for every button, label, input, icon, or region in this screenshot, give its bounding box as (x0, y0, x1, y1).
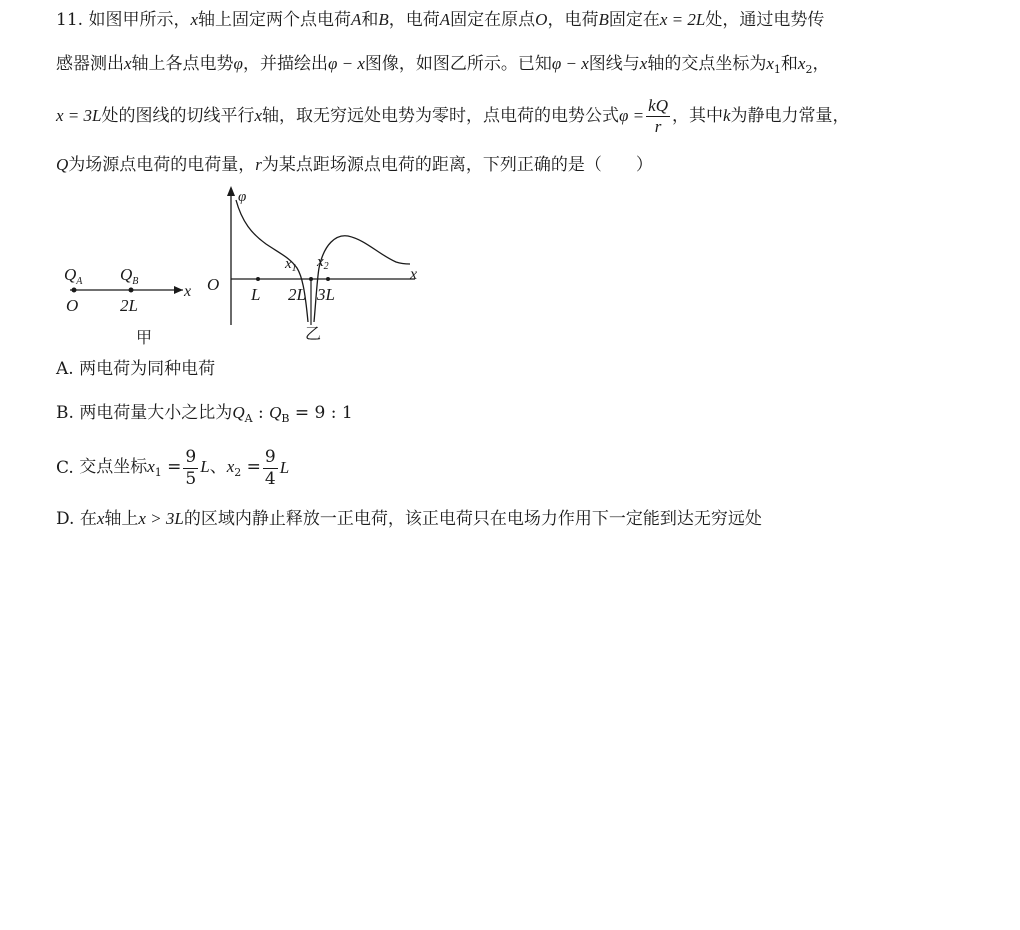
option-a-letter: A. (56, 359, 74, 379)
option-a (56, 361, 215, 378)
caption-jia: 甲 (136, 328, 153, 347)
fraction-9-4: $\frac{9}{4}$ (264, 447, 276, 489)
figure-b (207, 186, 417, 343)
label-x-a: x (184, 283, 192, 300)
label-3l: 3L (317, 285, 335, 304)
label-o-a: O (66, 296, 79, 315)
label-2l-b: 2L (288, 285, 306, 304)
tick-3l (326, 277, 330, 281)
option-c-letter: C. (56, 457, 74, 478)
question-line-4: Q为场源点电荷的电荷量，r为某点距场源点电荷的距离，下列正确的是（ ） (56, 155, 653, 175)
label-x2: $x_2$ (317, 254, 329, 272)
option-b: B. 两电荷量大小之比为$Q_A$ : $Q_B = 9$ : 1 (56, 403, 353, 425)
figure-a-arrow (174, 286, 183, 294)
option-b-letter: B. (56, 403, 74, 423)
question-line-2: 感器测出x轴上各点电势φ，并描绘出φ − x图像，如图乙所示。已知φ − x图线与x轴的交点坐标为$x_1$和$x_2$， (56, 54, 830, 76)
fraction-9-5: $\frac{9}{5}$ (185, 447, 197, 489)
option-b-text: 两电荷量大小之比为 (79, 403, 233, 423)
option-d: D. 在x轴上x > 3L的区域内静止释放一正电荷，该正电荷只在电场力作用下一定能到达无穷远处 (56, 509, 762, 529)
tick-2l (309, 277, 313, 281)
label-qa: $Q_A$ (64, 265, 83, 287)
question-number: 11. (56, 10, 84, 30)
label-o-b: O (207, 275, 220, 294)
charge-a-dot (72, 288, 77, 293)
label-x-b: x (410, 266, 418, 283)
caption-yi: 乙 (305, 324, 322, 343)
label-phi: φ (238, 189, 247, 205)
label-x1: $x_1$ (285, 256, 297, 274)
phi-axis-arrow (227, 186, 235, 196)
label-2l-a: 2L (120, 296, 138, 315)
figure-a (64, 265, 191, 347)
label-l: L (251, 285, 261, 304)
question-line-1: 11. 如图甲所示，x轴上固定两个点电荷A和B，电荷A固定在原点O，电荷B固定在x = 2L处，通过电势传 (56, 10, 825, 30)
charge-b-dot (129, 288, 134, 293)
question-line-3: x = 3L处的图线的切线平行x轴，取无穷远处电势为零时，点电荷的电势公式φ = $\frac{kQ}{r}$ ，其中k为静电力常量， (56, 96, 850, 136)
option-d-letter: D. (56, 509, 75, 529)
label-qb: $Q_B$ (120, 265, 139, 287)
fraction-kq-over-r: $\frac{kQ}{r}$ (648, 96, 668, 136)
option-a-text: 两电荷为同种电荷 (79, 359, 216, 379)
tick-l (256, 277, 260, 281)
option-c: C. 交点坐标$x_1$ = $\frac{9}{5}$ L、$x_2$ = $\frac{9}{4}$ L (56, 447, 290, 489)
